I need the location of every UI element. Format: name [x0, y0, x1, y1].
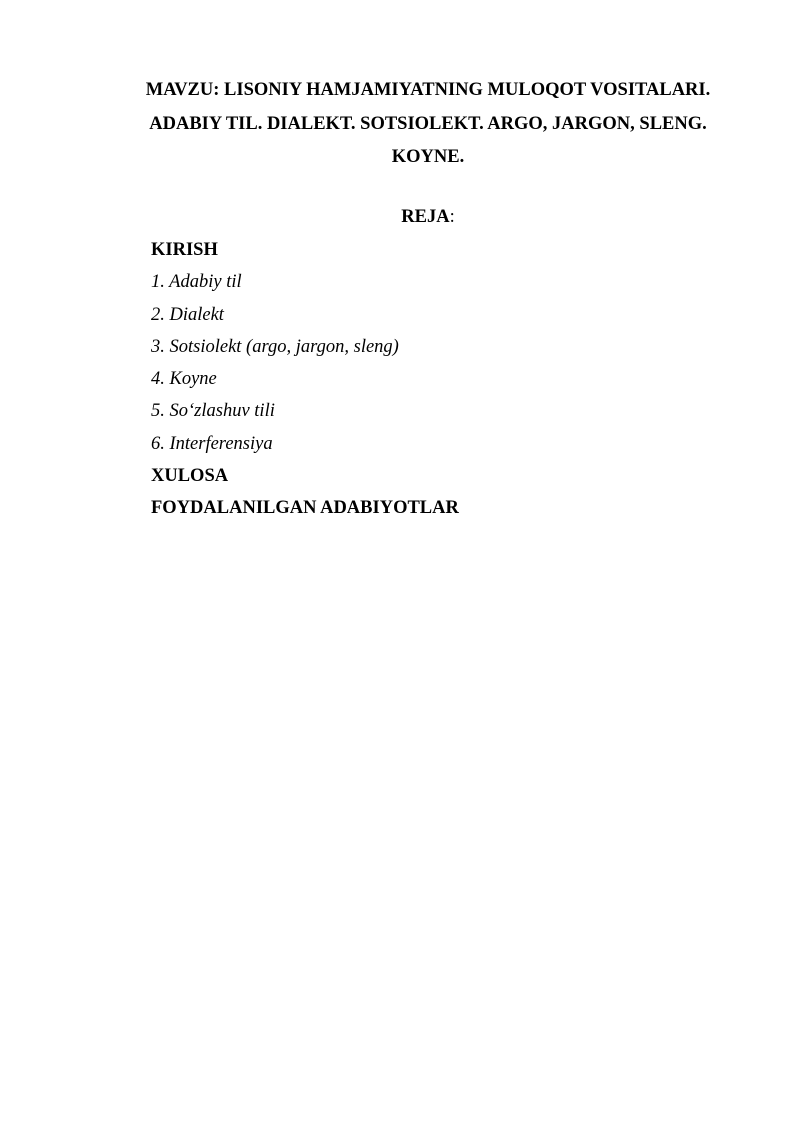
title-line-1: MAVZU: LISONIY HAMJAMIYATNING MULOQOT VOSITALARI. — [145, 80, 711, 100]
plan-item-4: 4. Koyne — [151, 369, 217, 390]
title-line-2: ADABIY TIL. DIALEKT. SOTSIOLEKT. ARGO, JARGON, SLENG. — [149, 113, 707, 134]
plan-item-2: 2. Dialekt — [151, 304, 224, 325]
plan-heading — [100, 203, 756, 231]
plan-heading-label: REJA — [401, 207, 450, 227]
document-title — [100, 74, 756, 175]
plan-item-5: 5. So‘zlashuv tili — [151, 401, 275, 422]
plan-item-1: 1. Adabiy til — [151, 272, 242, 293]
plan-item-6: 6. Interferensiya — [151, 433, 273, 454]
plan-list — [151, 234, 459, 525]
plan-item-3: 3. Sotsiolekt (argo, jargon, sleng) — [151, 336, 399, 357]
plan-references: FOYDALANILGAN ADABIYOTLAR — [151, 498, 459, 519]
plan-heading-colon: : — [449, 207, 455, 227]
title-line-3: KOYNE. — [391, 147, 465, 167]
plan-conclusion: XULOSA — [151, 466, 229, 487]
plan-intro: KIRISH — [151, 240, 218, 260]
